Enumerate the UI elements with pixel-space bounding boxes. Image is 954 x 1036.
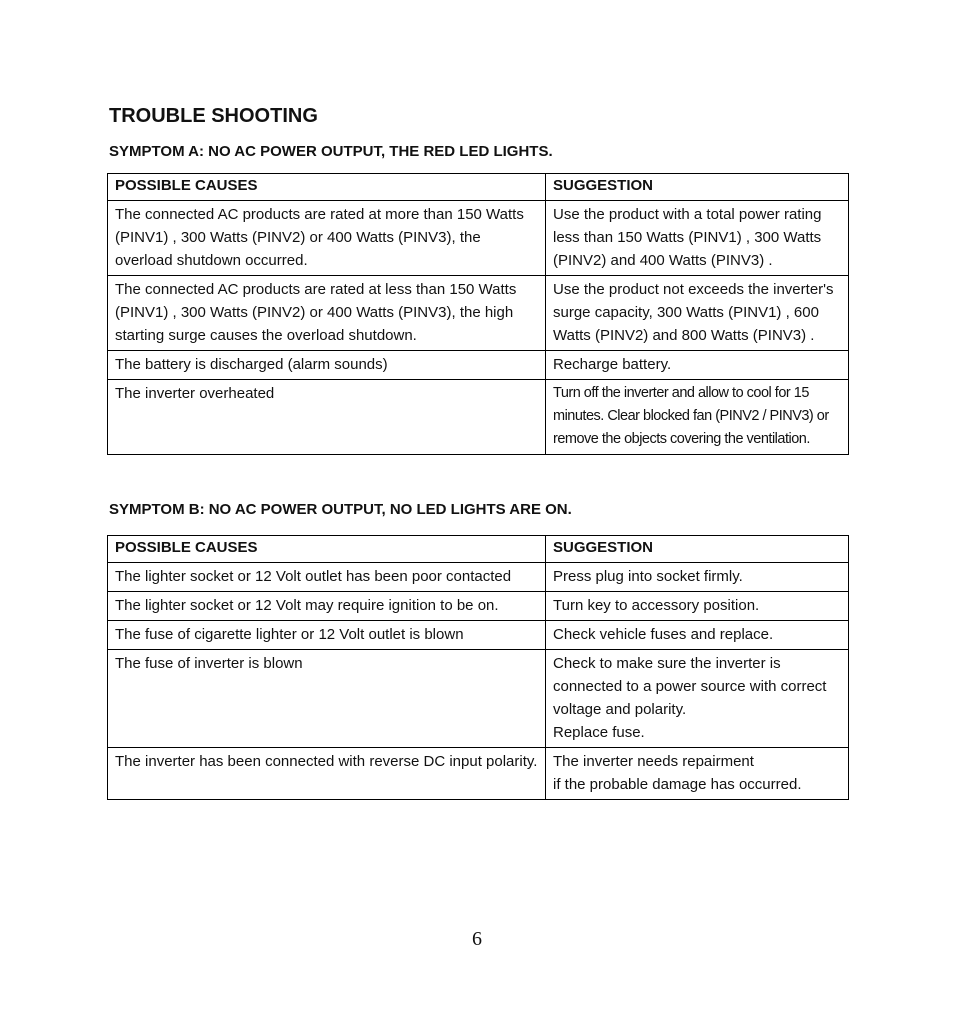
table-row — [108, 592, 849, 621]
cause-cell: The connected AC products are rated at less than 150 Watts (PINV1) , 300 Watts (PINV2) or 400 Watts (PINV3), the high starting surge causes the overload shutdown. — [108, 276, 546, 351]
column-header-suggestion: SUGGESTION — [546, 536, 849, 563]
suggestion-cell: Use the product not exceeds the inverter's surge capacity, 300 Watts (PINV1) , 600 Watts (PINV2) and 800 Watts (PINV3) . — [546, 276, 849, 351]
table-row — [108, 201, 849, 276]
page-title: TROUBLE SHOOTING — [109, 105, 318, 127]
table-row — [108, 351, 849, 380]
cause-cell: The fuse of cigarette lighter or 12 Volt outlet is blown — [108, 621, 546, 650]
table-header-row — [108, 174, 849, 201]
suggestion-cell: Turn off the inverter and allow to cool for 15 minutes. Clear blocked fan (PINV2 / PINV3) or remove the objects covering the ventilation. — [546, 380, 849, 455]
cause-cell: The connected AC products are rated at more than 150 Watts (PINV1) , 300 Watts (PINV2) or 400 Watts (PINV3), the overload shutdown occurred. — [108, 201, 546, 276]
suggestion-cell: Recharge battery. — [546, 351, 849, 380]
symptom-b-heading: SYMPTOM B: NO AC POWER OUTPUT, NO LED LIGHTS ARE ON. — [109, 501, 572, 518]
table-row — [108, 563, 849, 592]
suggestion-cell: The inverter needs repairment if the probable damage has occurred. — [546, 748, 849, 800]
table-row — [108, 380, 849, 455]
suggestion-cell: Check to make sure the inverter is connected to a power source with correct voltage and polarity. Replace fuse. — [546, 650, 849, 748]
suggestion-cell: Press plug into socket firmly. — [546, 563, 849, 592]
table-row — [108, 621, 849, 650]
cause-cell: The lighter socket or 12 Volt outlet has been poor contacted — [108, 563, 546, 592]
cause-cell: The fuse of inverter is blown — [108, 650, 546, 748]
cause-cell: The inverter has been connected with reverse DC input polarity. — [108, 748, 546, 800]
suggestion-cell: Turn key to accessory position. — [546, 592, 849, 621]
table-row — [108, 650, 849, 748]
table-row — [108, 748, 849, 800]
cause-cell: The inverter overheated — [108, 380, 546, 455]
symptom-a-heading: SYMPTOM A: NO AC POWER OUTPUT, THE RED LED LIGHTS. — [109, 143, 553, 160]
cause-cell: The lighter socket or 12 Volt may require ignition to be on. — [108, 592, 546, 621]
symptom-a-table — [107, 173, 849, 455]
table-header-row — [108, 536, 849, 563]
symptom-b-table — [107, 535, 849, 800]
column-header-possible-causes: POSSIBLE CAUSES — [108, 174, 546, 201]
page-number: 6 — [472, 928, 482, 950]
suggestion-cell: Check vehicle fuses and replace. — [546, 621, 849, 650]
cause-cell: The battery is discharged (alarm sounds) — [108, 351, 546, 380]
suggestion-cell: Use the product with a total power rating less than 150 Watts (PINV1) , 300 Watts (PINV2) and 400 Watts (PINV3) . — [546, 201, 849, 276]
table-row — [108, 276, 849, 351]
column-header-suggestion: SUGGESTION — [546, 174, 849, 201]
column-header-possible-causes: POSSIBLE CAUSES — [108, 536, 546, 563]
